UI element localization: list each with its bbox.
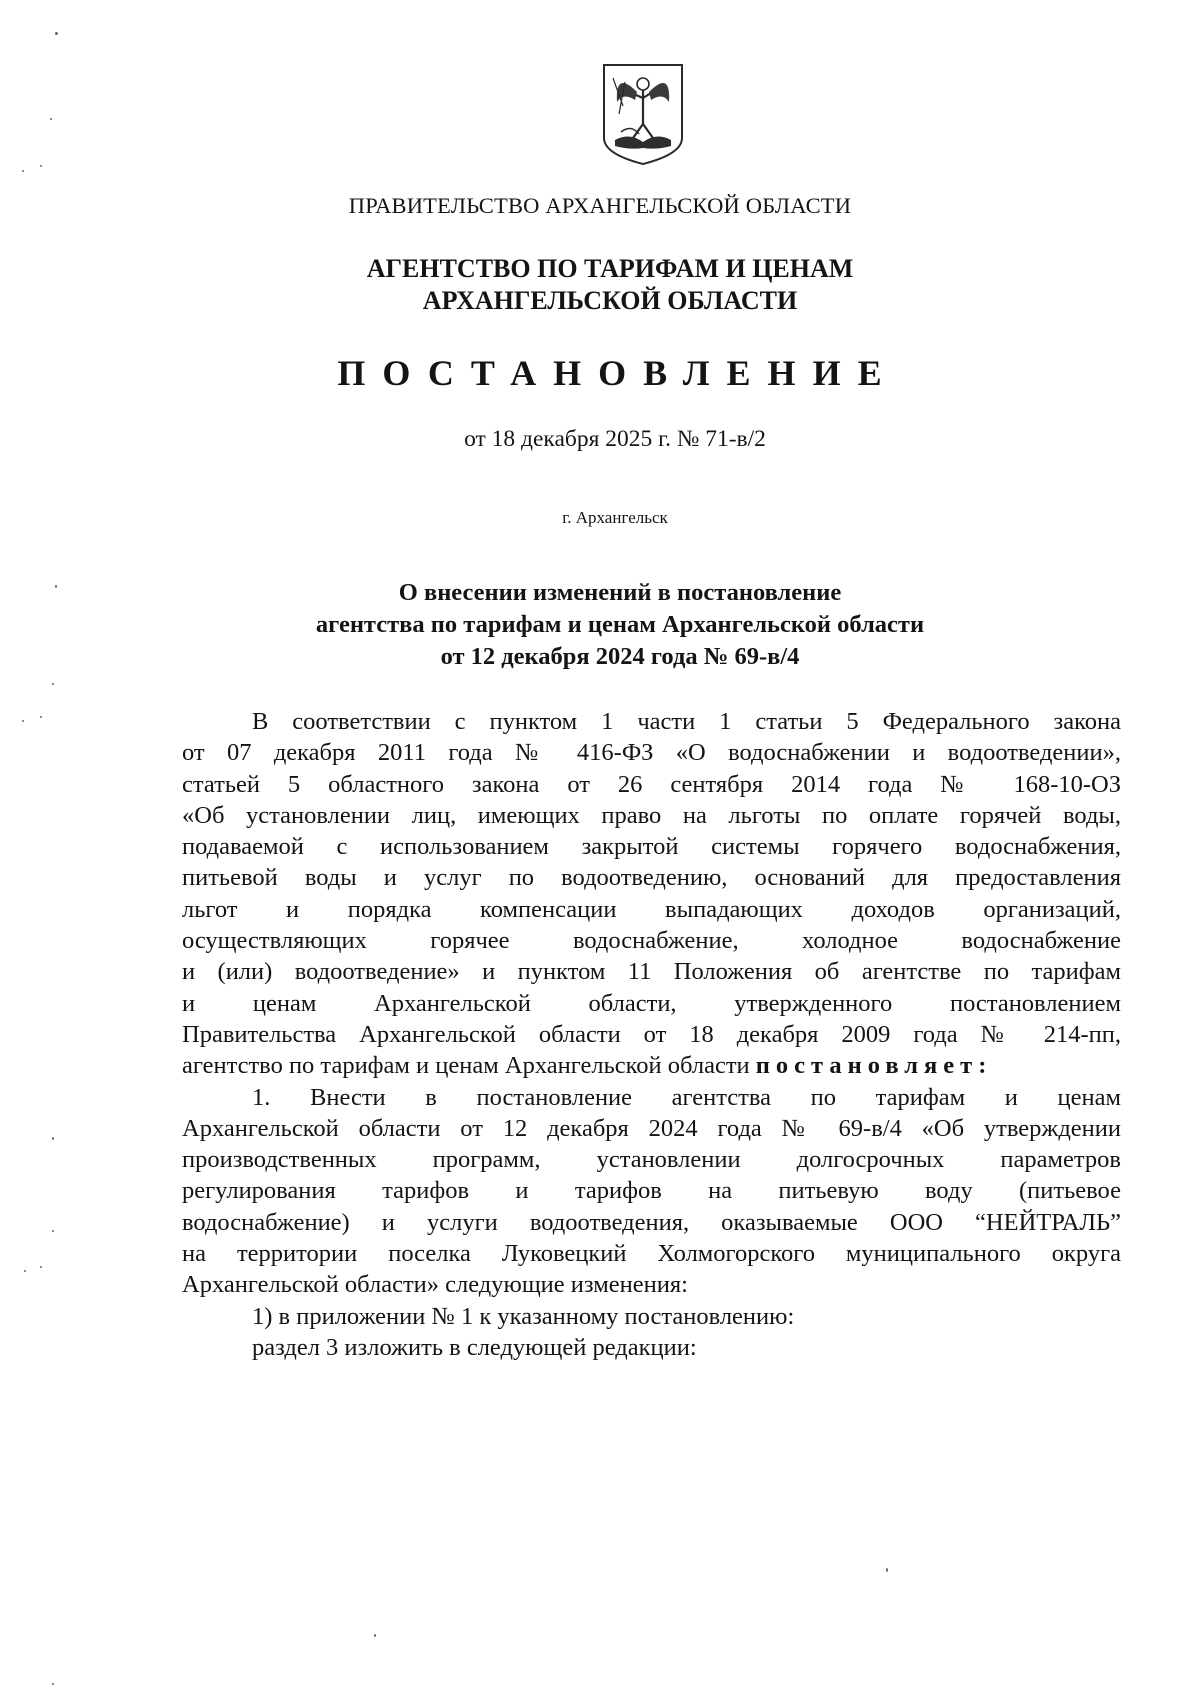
resolution-keyword: постановляет: bbox=[755, 1052, 993, 1080]
body-line: и (или) водоотведение» и пунктом 11 Положения об агентстве по тарифам bbox=[182, 958, 1121, 986]
agency-name bbox=[10, 253, 1200, 317]
body-line: питьевой воды и услуг по водоотведению, оснований для предоставления bbox=[182, 864, 1121, 892]
subject-line-1: О внесении изменений в постановление bbox=[398, 579, 842, 606]
body-line-resolution bbox=[182, 1050, 1121, 1081]
body-line: Правительства Архангельской области от 18 декабря 2009 года № 214-пп, bbox=[182, 1020, 1121, 1048]
agency-name-line-2: АРХАНГЕЛЬСКОЙ ОБЛАСТИ bbox=[422, 286, 798, 315]
body-line: льгот и порядка компенсации выпадающих доходов организаций, bbox=[182, 895, 1121, 923]
body-line: «Об установлении лиц, имеющих право на льготы по оплате горячей воды, bbox=[182, 801, 1121, 829]
date-and-number: от 18 декабря 2025 г. № 71-в/2 bbox=[464, 426, 766, 452]
body-line: регулирования тарифов и тарифов на питьевую воду (питьевое bbox=[182, 1177, 1121, 1205]
body-line: В соответствии с пунктом 1 части 1 статьи 5 Федерального закона bbox=[252, 708, 1121, 735]
resolution-prefix: агентство по тарифам и ценам Архангельской области bbox=[182, 1052, 756, 1080]
body-line: статьей 5 областного закона от 26 сентября 2014 года № 168-10-ОЗ bbox=[182, 770, 1121, 798]
list-item-2: раздел 3 изложить в следующей редакции: bbox=[252, 1333, 697, 1361]
city-name: г. Архангельск bbox=[562, 508, 668, 527]
document-type-title: ПОСТАНОВЛЕНИЕ bbox=[337, 353, 899, 393]
body-line: Архангельской области» следующие изменения: bbox=[182, 1271, 688, 1299]
body-line: Архангельской области от 12 декабря 2024 года № 69-в/4 «Об утверждении bbox=[182, 1114, 1121, 1142]
body-line: на территории поселка Луковецкий Холмогорского муниципального округа bbox=[182, 1240, 1121, 1268]
agency-name-line-1: АГЕНТСТВО ПО ТАРИФАМ И ЦЕНАМ bbox=[366, 254, 854, 283]
subject-line-3: от 12 декабря 2024 года № 69-в/4 bbox=[440, 643, 800, 670]
body-line: от 07 декабря 2011 года № 416-ФЗ «О водоснабжении и водоотведении», bbox=[182, 739, 1121, 767]
coat-of-arms-emblem bbox=[601, 62, 685, 166]
subject-line-2: агентства по тарифам и ценам Архангельской области bbox=[315, 611, 925, 638]
body-line: водоснабжение) и услуги водоотведения, оказываемые ООО “НЕЙТРАЛЬ” bbox=[182, 1208, 1121, 1236]
body-line: подаваемой с использованием закрытой системы горячего водоснабжения, bbox=[182, 833, 1121, 861]
body-line: производственных программ, установлении долгосрочных параметров bbox=[182, 1146, 1121, 1174]
body-line: и ценам Архангельской области, утвержденного постановлением bbox=[182, 989, 1121, 1017]
government-header: ПРАВИТЕЛЬСТВО АРХАНГЕЛЬСКОЙ ОБЛАСТИ bbox=[348, 193, 852, 218]
list-item-1: 1) в приложении № 1 к указанному постановлению: bbox=[252, 1302, 795, 1330]
body-line: 1. Внести в постановление агентства по тарифам и ценам bbox=[252, 1083, 1121, 1111]
document-subject bbox=[20, 577, 1200, 673]
body-line: осуществляющих горячее водоснабжение, холодное водоснабжение bbox=[182, 927, 1121, 955]
document-body bbox=[182, 706, 1121, 1363]
